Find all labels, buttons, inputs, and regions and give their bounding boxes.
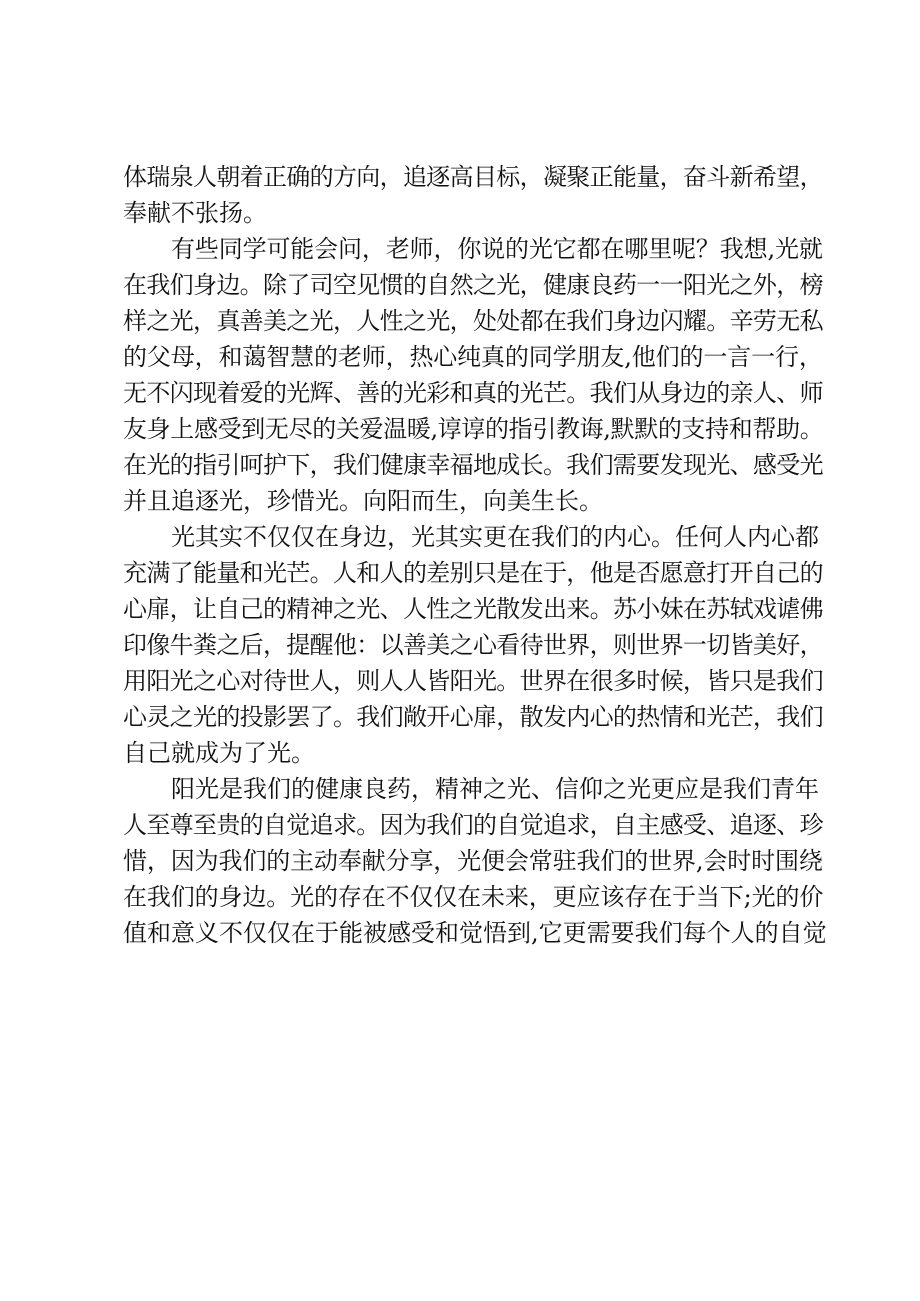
- text-line: 并且追逐光，珍惜光。向阳而生，向美生长。: [123, 487, 603, 515]
- text-line: 惜，因为我们的主动奉献分享，光便会常驻我们的世界,会时时围绕: [123, 847, 823, 875]
- text-line: 人至尊至贵的自觉追求。因为我们的自觉追求，自主感受、追逐、珍: [123, 811, 823, 839]
- text-line: 无不闪现着爱的光辉、善的光彩和真的光芒。我们从身边的亲人、师: [123, 379, 823, 407]
- text-line: 心灵之光的投影罢了。我们敞开心扉，散发内心的热情和光芒，我们: [123, 703, 823, 731]
- text-line: 在光的指引呵护下，我们健康幸福地成长。我们需要发现光、感受光: [123, 451, 823, 479]
- text-line: 友身上感受到无尽的关爱温暖,谆谆的指引教诲,默默的支持和帮助。: [123, 415, 824, 443]
- text-line: 体瑞泉人朝着正确的方向，追逐高目标，凝聚正能量，奋斗新希望，: [123, 163, 823, 191]
- text-line: 心扉，让自己的精神之光、人性之光散发出来。苏小妹在苏轼戏谑佛: [123, 595, 823, 623]
- document-body: [123, 159, 827, 951]
- text-line: 值和意义不仅仅在于能被感受和觉悟到,它更需要我们每个人的自觉: [123, 919, 827, 947]
- text-line: 印像牛粪之后，提醒他：以善美之心看待世界，则世界一切皆美好，: [123, 631, 823, 659]
- text-line: 有些同学可能会问，老师，你说的光它都在哪里呢？我想,光就: [171, 235, 823, 263]
- paragraph: [123, 159, 823, 231]
- text-line: 样之光，真善美之光，人性之光，处处都在我们身边闪耀。辛劳无私: [123, 307, 823, 335]
- paragraph: [123, 771, 827, 951]
- text-line: 的父母，和蔼智慧的老师，热心纯真的同学朋友,他们的一言一行，: [123, 343, 823, 371]
- text-line: 用阳光之心对待世人，则人人皆阳光。世界在很多时候，皆只是我们: [123, 667, 823, 695]
- text-line: 在我们的身边。光的存在不仅仅在未来，更应该存在于当下;光的价: [123, 883, 824, 911]
- text-line: 阳光是我们的健康良药，精神之光、信仰之光更应是我们青年: [171, 775, 819, 803]
- paragraph: [123, 519, 823, 771]
- paragraph: [123, 231, 823, 519]
- text-line: 奉献不张扬。: [123, 199, 267, 227]
- text-line: 充满了能量和光芒。人和人的差别只是在于，他是否愿意打开自己的: [123, 559, 823, 587]
- text-line: 自己就成为了光。: [123, 739, 315, 767]
- text-line: 在我们身边。除了司空见惯的自然之光，健康良药一一阳光之外，榜: [123, 271, 823, 299]
- text-line: 光其实不仅仅在身边，光其实更在我们的内心。任何人内心都: [171, 523, 819, 551]
